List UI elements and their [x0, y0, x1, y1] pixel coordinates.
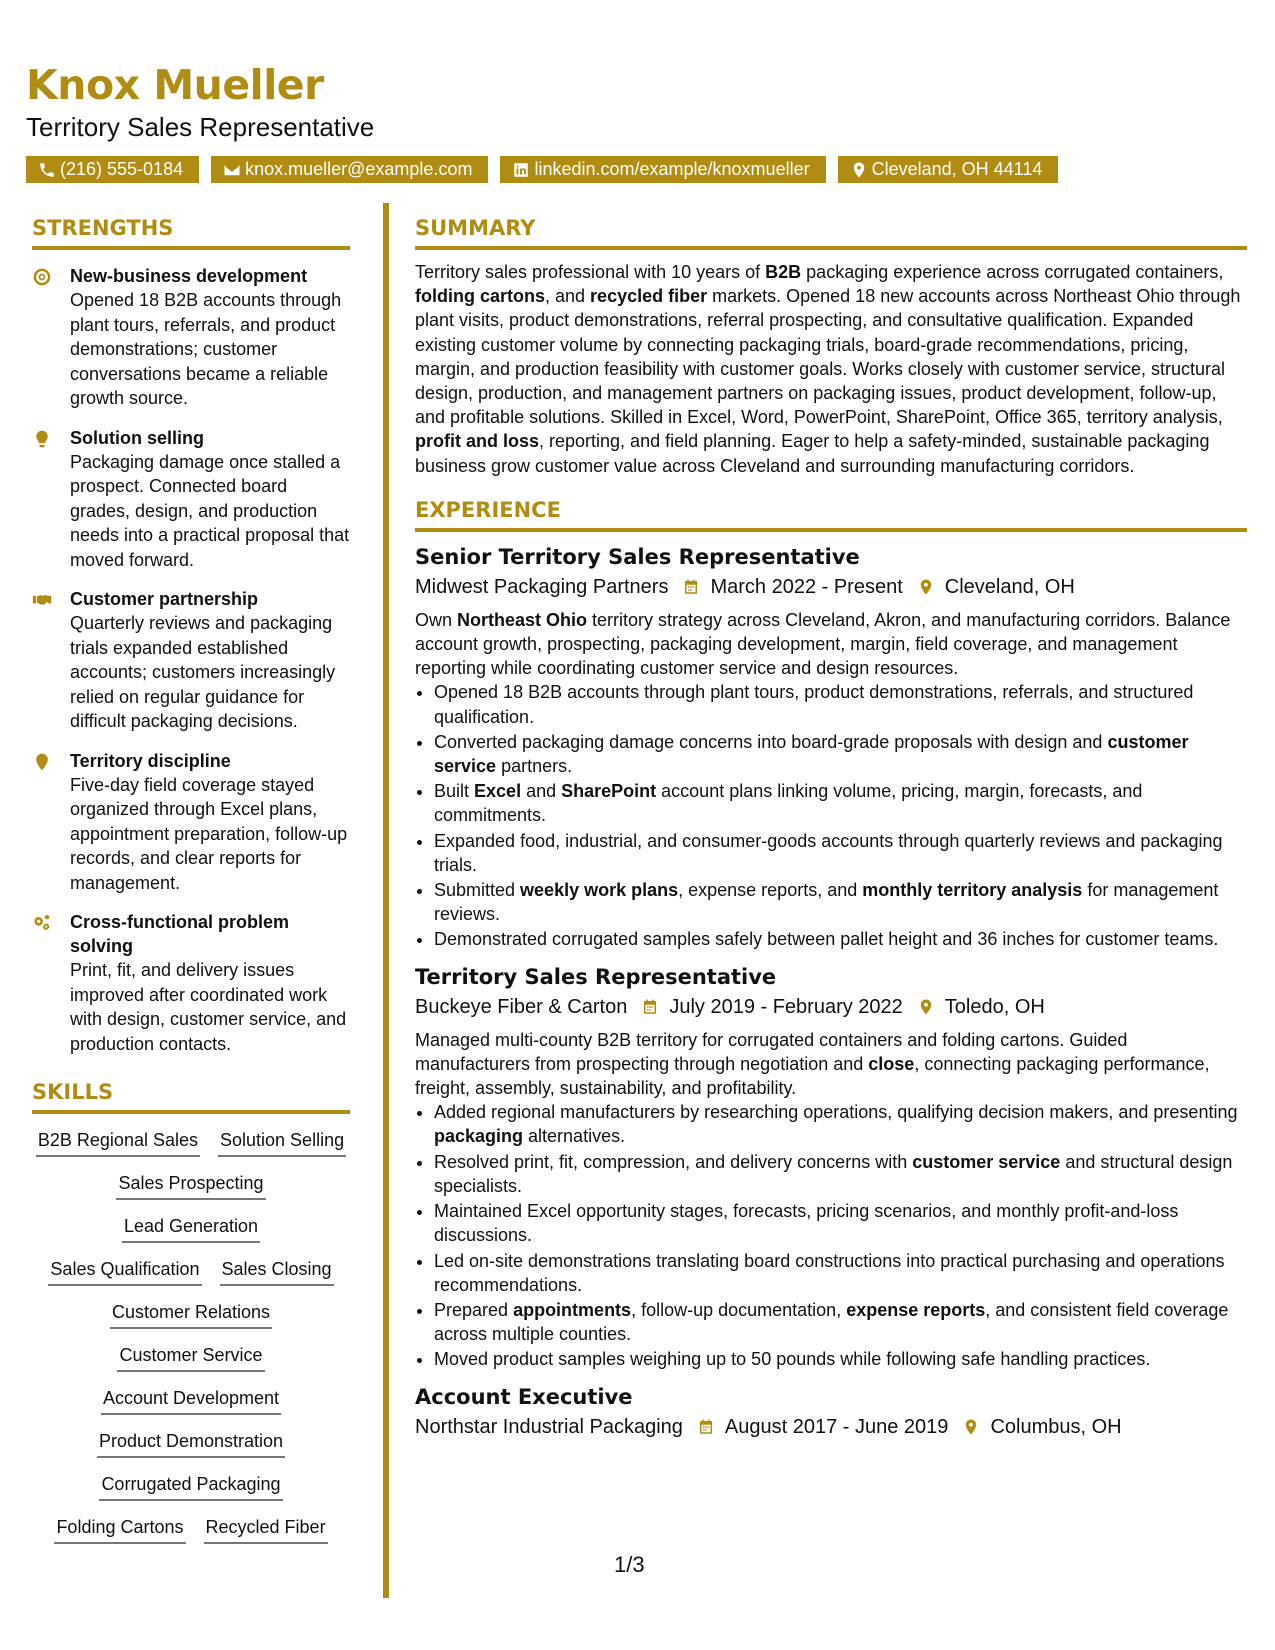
bullet-item: • Led on-site demonstrations translating board constructions into practical purchasing and operations recommendations.: [434, 1249, 1247, 1297]
skill-tag: B2B Regional Sales: [36, 1128, 200, 1157]
target-icon: [32, 267, 52, 287]
contact-email[interactable]: [211, 156, 488, 183]
strengths-heading: STRENGTHS: [32, 214, 350, 250]
summary-heading: SUMMARY: [415, 214, 1247, 250]
strengths-list: [32, 264, 350, 1056]
contact-phone-text: (216) 555-0184: [60, 159, 184, 179]
job-dates: July 2019 - February 2022: [669, 995, 903, 1018]
calendar-icon: [682, 578, 700, 596]
skill-tag: Customer Service: [117, 1343, 264, 1372]
contact-linkedin-text: linkedin.com/example/knoxmueller: [534, 159, 810, 179]
skill-tag: Sales Closing: [220, 1257, 334, 1286]
strength-item: [32, 587, 350, 734]
location-pin-icon: [917, 998, 935, 1016]
contact-location-text: Cleveland, OH 44114: [871, 159, 1043, 179]
experience-heading: EXPERIENCE: [415, 496, 1247, 532]
bullet-item: • Resolved print, fit, compression, and delivery concerns with customer service and structural design specialists.: [434, 1150, 1247, 1198]
strength-desc: Five-day field coverage stayed organized through Excel plans, appointment preparation, follow-up records, and clear reports for management.: [70, 774, 348, 893]
map-pin-icon: [32, 752, 52, 772]
contact-phone[interactable]: [26, 156, 199, 183]
contact-location: [838, 156, 1059, 183]
strength-item: [32, 910, 350, 1056]
candidate-title: Territory Sales Representative: [26, 112, 375, 142]
location-pin-icon: [917, 578, 935, 596]
skill-tag: Recycled Fiber: [204, 1515, 328, 1544]
bullet-item: • Maintained Excel opportunity stages, forecasts, pricing scenarios, and monthly profit-and-loss discussions.: [434, 1199, 1247, 1247]
summary-text: Territory sales professional with 10 years of B2B packaging experience across corrugated containers, folding cartons, and recycled fiber markets. Opened 18 new accounts across Northeast Ohio through plant visits, product demonstrations, referral prospecting, and consultative qualification. Expanded existing customer volume by connecting packaging trials, board-grade recommendations, pricing, margin, and production feasibility with customer goals. Works closely with customer service, structural design, production, and management partners on packaging issues, product development, follow-up, and profitable solutions. Skilled in Excel, Word, PowerPoint, SharePoint, Office 365, territory analysis, profit and loss, reporting, and field planning. Eager to help a safety-minded, sustainable packaging business grow customer value across Cleveland and surrounding manufacturing corridors.: [415, 262, 1241, 476]
location-pin-icon: [962, 1418, 980, 1436]
skills-list: [32, 1128, 350, 1544]
job-entry: [415, 962, 1247, 1372]
contact-email-text: knox.mueller@example.com: [245, 159, 473, 179]
strength-desc: Quarterly reviews and packaging trials expanded established accounts; customers increasingly relied on regular guidance for difficult packaging decisions.: [70, 613, 336, 731]
bullet-item: • Opened 18 B2B accounts through plant tours, product demonstrations, referrals, and structured qualification.: [434, 680, 1247, 728]
handshake-icon: [32, 590, 52, 610]
strength-desc: Print, fit, and delivery issues improved after coordinated work with design, customer service, and production contacts.: [70, 960, 347, 1054]
bullet-item: • Demonstrated corrugated samples safely between pallet height and 36 inches for customer teams.: [434, 927, 1247, 951]
strength-title: Cross-functional problem solving: [70, 912, 290, 956]
skill-tag: Account Development: [101, 1386, 281, 1415]
job-description: Managed multi-county B2B territory for corrugated containers and folding cartons. Guided manufacturers from prospecting through negotiation and close, connecting packaging performance, freight, assembly, sustainability, and profitability.: [415, 1029, 1210, 1099]
job-bullets: [415, 680, 1247, 951]
job-title: Senior Territory Sales Representative: [415, 544, 860, 569]
skill-tag: Product Demonstration: [97, 1429, 285, 1458]
calendar-icon: [641, 998, 659, 1016]
job-location: Columbus, OH: [990, 1415, 1122, 1438]
job-company: Midwest Packaging Partners: [415, 575, 669, 598]
strength-item: [32, 426, 350, 573]
contact-bar: [26, 156, 1246, 183]
bullet-item: • Converted packaging damage concerns into board-grade proposals with design and customer service partners.: [434, 730, 1247, 778]
job-meta: [415, 572, 1247, 602]
bullet-item: • Built Excel and SharePoint account plans linking volume, pricing, margin, forecasts, and commitments.: [434, 779, 1247, 827]
job-location: Toledo, OH: [944, 995, 1045, 1018]
lightbulb-icon: [32, 429, 52, 449]
job-company: Northstar Industrial Packaging: [415, 1415, 683, 1438]
left-column: [32, 214, 350, 1544]
calendar-icon: [697, 1418, 715, 1436]
strength-item: [32, 264, 350, 411]
job-title: Territory Sales Representative: [415, 964, 777, 989]
phone-icon: [38, 161, 56, 179]
page-number: 1/3: [614, 1552, 645, 1577]
strength-title: New-business development: [70, 266, 308, 286]
skill-tag: Solution Selling: [218, 1128, 346, 1157]
job-dates: March 2022 - Present: [710, 575, 903, 598]
candidate-name: Knox Mueller: [26, 61, 324, 109]
job-bullets: [415, 1100, 1247, 1371]
skills-heading: SKILLS: [32, 1078, 350, 1114]
job-entry: [415, 542, 1247, 952]
resume-header: [26, 60, 1246, 183]
skill-tag: Sales Qualification: [48, 1257, 201, 1286]
job-meta: [415, 1412, 1247, 1442]
skill-tag: Folding Cartons: [54, 1515, 185, 1544]
strength-item: [32, 749, 350, 896]
bullet-item: • Moved product samples weighing up to 50 pounds while following safe handling practices.: [434, 1347, 1247, 1371]
job-title: Account Executive: [415, 1384, 633, 1409]
bullet-item: • Prepared appointments, follow-up documentation, expense reports, and consistent field coverage across multiple counties.: [434, 1298, 1247, 1346]
column-divider: [383, 203, 389, 1598]
skill-tag: Sales Prospecting: [116, 1171, 265, 1200]
job-entry: [415, 1382, 1247, 1442]
strength-desc: Packaging damage once stalled a prospect. Connected board grades, design, and production needs into a practical proposal that moved forward.: [70, 451, 350, 570]
envelope-icon: [223, 161, 241, 179]
job-location: Cleveland, OH: [944, 575, 1075, 598]
bullet-item: • Submitted weekly work plans, expense reports, and monthly territory analysis for management reviews.: [434, 878, 1247, 926]
skill-tag: Customer Relations: [110, 1300, 272, 1329]
contact-linkedin[interactable]: [500, 156, 825, 183]
strength-desc: Opened 18 B2B accounts through plant tours, referrals, and product demonstrations; customer conversations became a reliable growth source.: [70, 290, 342, 408]
skill-tag: Lead Generation: [122, 1214, 260, 1243]
strength-title: Customer partnership: [70, 589, 259, 609]
location-pin-icon: [850, 161, 868, 179]
linkedin-icon: [512, 161, 530, 179]
strength-title: Solution selling: [70, 427, 204, 448]
job-company: Buckeye Fiber & Carton: [415, 995, 628, 1018]
job-meta: [415, 992, 1247, 1022]
skill-tag: Corrugated Packaging: [99, 1472, 282, 1501]
bullet-item: • Expanded food, industrial, and consumer-goods accounts through quarterly reviews and packaging trials.: [434, 829, 1247, 877]
job-dates: August 2017 - June 2019: [724, 1415, 949, 1438]
job-description: Own Northeast Ohio territory strategy across Cleveland, Akron, and manufacturing corridors. Balance account growth, prospecting, packaging development, margin, field coverage, and management reporting while coordinating customer service and design resources.: [415, 609, 1231, 679]
strength-title: Territory discipline: [70, 750, 231, 771]
bullet-item: • Added regional manufacturers by researching operations, qualifying decision makers, and presenting packaging alternatives.: [434, 1100, 1247, 1148]
gears-icon: [32, 913, 52, 933]
right-column: [415, 214, 1247, 1442]
